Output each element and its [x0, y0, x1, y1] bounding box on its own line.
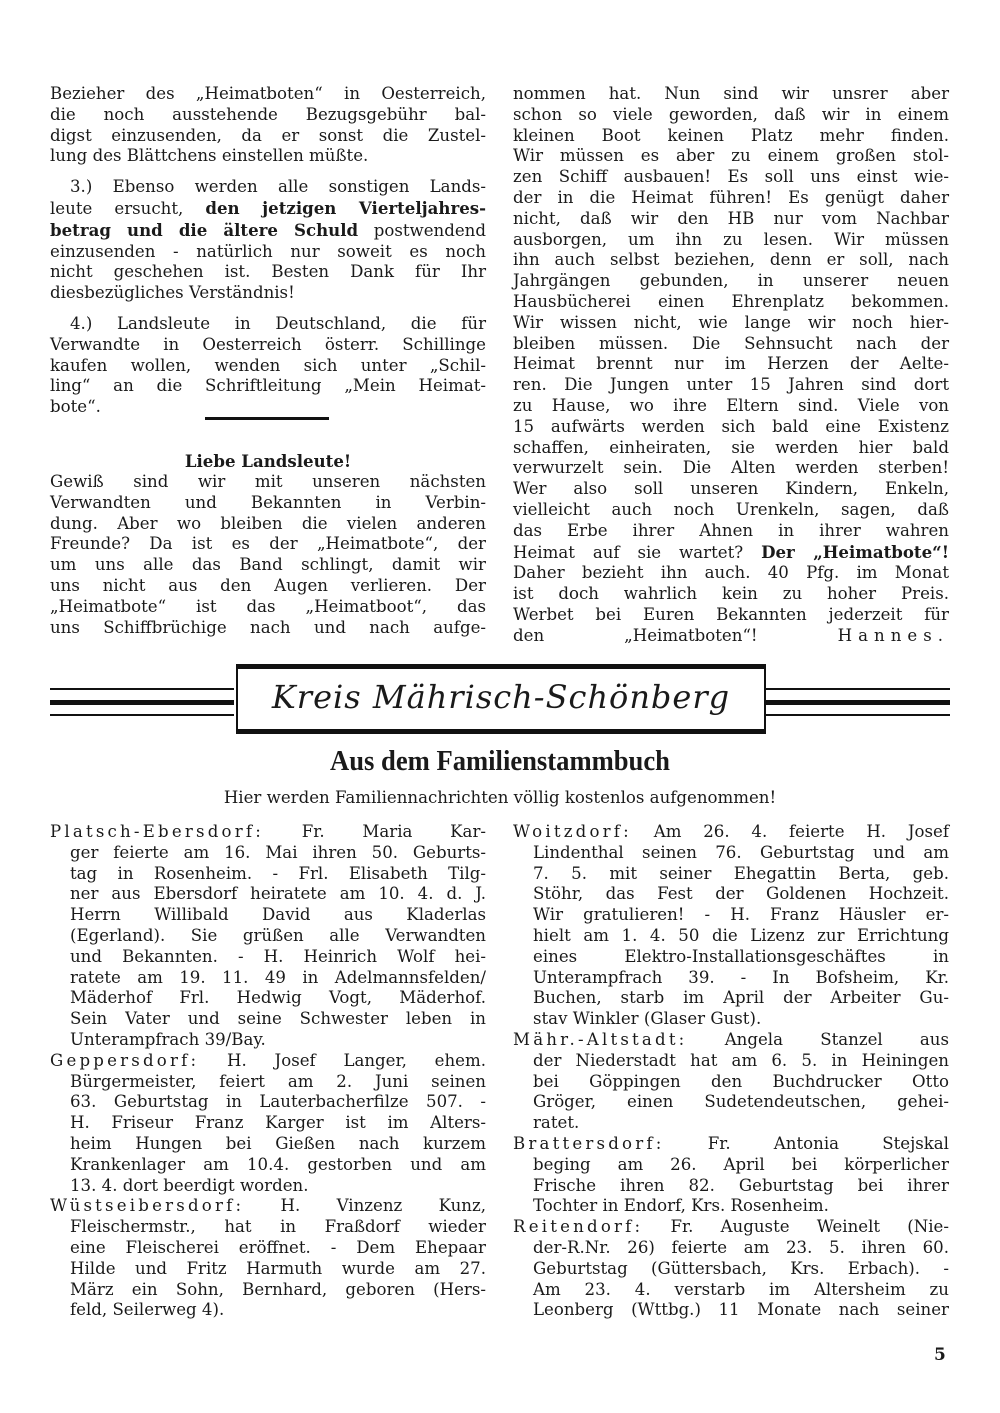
text-line: nicht geschehen ist. Besten Dank für Ihr [50, 262, 486, 282]
text-line: kaufen wollen, wenden sich unter „Schil- [50, 355, 486, 375]
text-segment: den „Heimatboten“! [513, 625, 838, 645]
text-line: nicht, daß wir den HB nur vom Nachbar [513, 208, 949, 228]
text-line: der Niederstadt hat am 6. 5. in Heiningen [533, 1050, 949, 1070]
text-line: kleinen Boot keinen Platz mehr finden. [513, 125, 949, 145]
text-line: Bezieher des „Heimatboten“ in Oesterreich, [50, 84, 486, 103]
text-line: zu Hause, wo ihre Eltern sind. Viele von [513, 395, 949, 415]
text-line: 15 aufwärts werden sich bald eine Existenz [513, 416, 949, 436]
text-line: Lindenthal seinen 76. Geburtstag und am [533, 842, 949, 862]
text-line: ausborgen, um ihn zu lesen. Wir müssen [513, 229, 949, 249]
text-line: um uns alle das Band schlingt, damit wir [50, 555, 486, 575]
text-line: Daher bezieht ihn auch. 40 Pfg. im Monat [513, 563, 949, 583]
section-banner [236, 664, 766, 734]
left-bottom-column [50, 822, 486, 1321]
family-news-entry [50, 1051, 486, 1197]
text-line: stav Winkler (Glaser Gust). [533, 1009, 762, 1029]
text-segment: H. Josef Langer, ehem. [199, 1050, 486, 1070]
banner-right-stripes [766, 688, 950, 718]
right-top-column [513, 84, 949, 657]
text-line: schon so viele geworden, daß wir in einem [513, 104, 949, 124]
text-segment: Angela Stanzel aus [687, 1029, 949, 1049]
text-line: und Bekannten. - H. Heinrich Wolf hei- [70, 946, 486, 966]
text-line: ist doch wahrlich kein zu hoher Preis. [513, 584, 949, 604]
place-name: Wüstseibersdorf: [50, 1196, 245, 1216]
text-line: diesbezügliches Verständnis! [50, 283, 295, 303]
text-segment: Fr. Maria Kar- [264, 822, 486, 841]
place-name: Brattersdorf: [513, 1133, 665, 1153]
text-line: Gewiß sind wir mit unseren nächsten [50, 472, 486, 491]
text-line [50, 1196, 486, 1217]
letter-heading: Liebe Landsleute! [184, 451, 352, 471]
bold-text: den jetzigen Vierteljahres- [205, 197, 486, 218]
text-line: zen Schiff ausbauen! Es soll uns einst wie- [513, 167, 949, 187]
text-line: Unterampfrach 39/Bay. [70, 1029, 266, 1049]
text-line: ling“ an die Schriftleitung „Mein Heimat- [50, 376, 486, 396]
place-name: Woitzdorf: [513, 822, 632, 841]
family-news-entry [513, 1134, 949, 1217]
text-line [513, 1030, 949, 1051]
text-line: bei Göppingen den Buchdrucker Otto [533, 1071, 949, 1091]
text-line: Tochter in Endorf, Krs. Rosenheim. [533, 1196, 829, 1216]
family-news-entry [50, 1196, 486, 1321]
text-line: 7. 5. mit seiner Ehegattin Berta, geb. [533, 863, 949, 883]
page-number: 5 [934, 1345, 946, 1365]
text-segment: Am 26. 4. feierte H. Josef [631, 822, 949, 841]
paragraph [50, 177, 486, 304]
text-line: ner aus Ebersdorf heiratete am 10. 4. d. J. [70, 884, 486, 904]
text-segment: H. Vinzenz Kunz, [244, 1196, 486, 1216]
paragraph [50, 314, 486, 418]
text-line: H. Friseur Franz Karger ist im Alters- [70, 1113, 486, 1133]
banner-left-stripes [50, 688, 234, 718]
text-line: feld, Seilerweg 4). [70, 1300, 225, 1320]
letter-column [50, 472, 486, 648]
text-line: der-R.Nr. 26) feierte am 23. 5. ihren 60. [533, 1237, 949, 1257]
text-line: digst einzusenden, da er sonst die Zustel- [50, 125, 486, 145]
text-line: ratet. [533, 1113, 580, 1133]
family-news-entry [513, 1217, 949, 1321]
text-line: Hausbücherei einen Ehrenplatz bekommen. [513, 291, 949, 311]
right-bottom-column [513, 822, 949, 1321]
text-line: der in die Heimat führen! Es genügt daher [513, 187, 949, 207]
text-line: „Heimatbote“ ist das „Heimatboot“, das [50, 596, 486, 616]
place-name: Reitendorf: [513, 1217, 644, 1237]
text-line: 63. Geburtstag in Lauterbacherfilze 507. - [70, 1092, 486, 1112]
text-line [513, 822, 949, 843]
text-line: Sein Vater und seine Schwester leben in [70, 1009, 486, 1029]
text-line [50, 198, 486, 220]
text-line: Werbet bei Euren Bekannten jederzeit für [513, 604, 949, 624]
family-news-entry [50, 822, 486, 1051]
text-line: März ein Sohn, Bernhard, geboren (Hers- [70, 1279, 486, 1299]
text-line: beging am 26. April bei körperlicher [533, 1154, 949, 1174]
text-line [50, 822, 486, 843]
paragraph [50, 84, 486, 167]
text-line: schaffen, einheiraten, sie werden hier bald [513, 437, 949, 457]
place-name: Geppersdorf: [50, 1050, 200, 1070]
text-line: hielt am 1. 4. 50 die Lizenz zur Errichtung [533, 925, 949, 945]
text-line: tag in Rosenheim. - Frl. Elisabeth Tilg- [70, 863, 486, 883]
text-line: Geburtstag (Güttersbach, Krs. Erbach). - [533, 1258, 949, 1278]
section-subtitle: Hier werden Familiennachrichten völlig kostenlos aufgenommen! [223, 788, 777, 807]
text-line: einzusenden - natürlich nur soweit es noch [50, 241, 486, 261]
text-line: ratete am 19. 11. 49 in Adelmannsfelden/ [70, 967, 486, 987]
text-line: vielleicht auch noch Urenkeln, sagen, daß [513, 499, 949, 519]
text-line: die noch ausstehende Bezugsgebühr bal- [50, 104, 486, 124]
text-line [513, 626, 949, 647]
text-line: (Egerland). Sie grüßen alle Verwandten [70, 925, 486, 945]
text-line: eine Fleischerei eröffnet. - Dem Ehepaar [70, 1237, 486, 1257]
bold-text: betrag und die ältere Schuld [50, 219, 359, 240]
text-line [513, 1217, 949, 1238]
text-line: Gröger, einen Sudetendeutschen, gehei- [533, 1092, 949, 1112]
text-line [50, 1051, 486, 1072]
family-news-entry [513, 822, 949, 1030]
text-line: eines Elektro-Installationsgeschäftes in [533, 946, 949, 966]
text-line: Stöhr, das Fest der Goldenen Hochzeit. [533, 884, 949, 904]
author-signature: Hannes. [837, 625, 949, 645]
text-line: uns nicht aus den Augen verlieren. Der [50, 575, 486, 595]
text-segment: Fr. Antonia Stejskal [664, 1133, 949, 1153]
place-name: Mähr.-Altstadt: [513, 1029, 688, 1049]
text-line: Mäderhof Frl. Hedwig Vogt, Mäderhof. [70, 988, 486, 1008]
text-line: Jahrgängen gebunden, in unserer neuen [513, 271, 949, 291]
section-heading: Aus dem Familienstammbuch [330, 746, 670, 777]
family-news-entry [513, 1030, 949, 1134]
paragraph [50, 472, 486, 638]
text-line: nommen hat. Nun sind wir unsrer aber [513, 84, 949, 103]
text-line: 13. 4. dort beerdigt worden. [70, 1175, 309, 1195]
bold-text: Der „Heimatbote“! [761, 541, 949, 562]
left-top-column [50, 84, 486, 428]
text-segment: Fr. Auguste Weinelt (Nie- [643, 1217, 949, 1237]
text-line: Freunde? Da ist es der „Heimatbote“, der [50, 534, 486, 554]
text-line: Wir gratulieren! - H. Franz Häusler er- [533, 905, 949, 925]
text-line [513, 542, 949, 564]
text-line: Fleischermstr., hat in Fraßdorf wieder [70, 1217, 486, 1237]
text-line: Wir wissen nicht, wie lange wir noch hier- [513, 312, 949, 332]
text-line: bleiben müssen. Die Sehnsucht nach der [513, 333, 949, 353]
text-line [50, 220, 486, 242]
text-line: Verwandte in Oesterreich österr. Schillinge [50, 334, 486, 354]
text-segment: Heimat auf sie wartet? [513, 542, 762, 562]
text-line: das Erbe ihrer Ahnen in ihrer wahren [513, 520, 949, 540]
text-line: uns Schiffbrüchige nach und nach aufge- [50, 617, 486, 637]
paragraph [513, 84, 949, 647]
text-line: ihn auch selbst beziehen, denn er soll, nach [513, 250, 949, 270]
text-line: ger feierte am 16. Mai ihren 50. Geburts- [70, 842, 486, 862]
text-line: Wir müssen es aber zu einem großen stol- [513, 146, 949, 166]
text-line: Wer also soll unseren Kindern, Enkeln, [513, 479, 949, 499]
text-line [513, 1134, 949, 1155]
text-line: Am 23. 4. verstarb im Altersheim zu [533, 1279, 949, 1299]
text-line: 4.) Landsleute in Deutschland, die für [70, 313, 486, 333]
text-line: 3.) Ebenso werden alle sonstigen Lands- [70, 177, 486, 197]
separator-rule [205, 417, 329, 420]
text-line: Frische ihren 82. Geburtstag bei ihrer [533, 1175, 949, 1195]
text-line: Leonberg (Wttbg.) 11 Monate nach seiner [533, 1300, 949, 1320]
place-name: Platsch-Ebersdorf: [50, 822, 265, 841]
text-line: heim Hungen bei Gießen nach kurzem [70, 1133, 486, 1153]
text-line: Hilde und Fritz Harmuth wurde am 27. [70, 1258, 486, 1278]
text-line: Unterampfrach 39. - In Bofsheim, Kr. [533, 967, 949, 987]
text-line: dung. Aber wo bleiben die vielen anderen [50, 513, 486, 533]
text-line: Herrn Willibald David aus Kladerlas [70, 905, 486, 925]
text-line: Bürgermeister, feiert am 2. Juni seinen [70, 1071, 486, 1091]
text-line: verwurzelt sein. Die Alten werden sterben! [513, 458, 949, 478]
text-line: Buchen, starb im April der Arbeiter Gu- [533, 988, 949, 1008]
text-line: lung des Blättchens einstellen müßte. [50, 146, 369, 166]
text-line: Verwandten und Bekannten in Verbin- [50, 492, 486, 512]
text-segment: postwendend [358, 220, 486, 240]
text-line: Heimat brennt nur im Herzen der Aelte- [513, 354, 949, 374]
text-segment: leute ersucht, [50, 198, 206, 218]
text-line: ren. Die Jungen unter 15 Jahren sind dort [513, 375, 949, 395]
text-line: bote“. [50, 397, 101, 417]
text-line: Krankenlager am 10.4. gestorben und am [70, 1154, 486, 1174]
banner-title: Kreis Mährisch-Schönberg [271, 678, 731, 716]
